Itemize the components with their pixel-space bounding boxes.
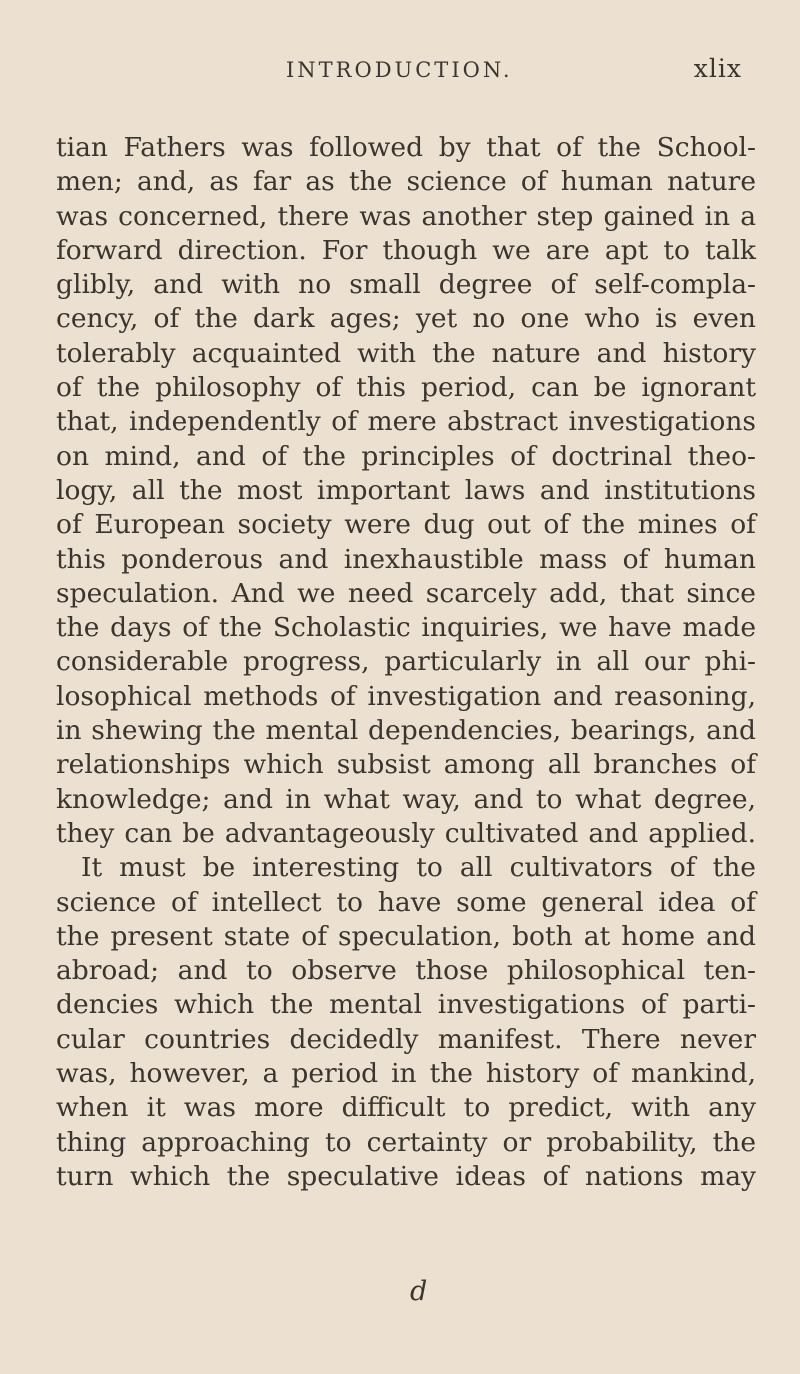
text-line: in shewing the mental dependencies, bearings, and xyxy=(56,715,756,747)
text-line: cular countries decidedly manifest. There never xyxy=(56,1023,756,1055)
text-line: was concerned, there was another step gained in a xyxy=(56,200,756,232)
text-line: of European society were dug out of the mines of xyxy=(56,509,756,541)
text-line: science of intellect to have some general idea of xyxy=(56,886,756,918)
text-line: losophical methods of investigation and reasoning, xyxy=(56,680,756,712)
running-title: INTRODUCTION. xyxy=(286,58,513,82)
page-number: xlix xyxy=(693,54,742,83)
text-line: tian Fathers was followed by that of the School- xyxy=(56,132,756,163)
signature-mark: d xyxy=(410,1276,428,1307)
text-line: relationships which subsist among all branches of xyxy=(56,749,756,781)
text-line: glibly, and with no small degree of self-compla- xyxy=(56,269,756,301)
text-line: of the philosophy of this period, can be ignorant xyxy=(56,372,756,404)
text-line: cency, of the dark ages; yet no one who is even xyxy=(56,303,756,335)
text-line: was, however, a period in the history of mankind, xyxy=(56,1058,756,1090)
text-line: turn which the speculative ideas of nations may xyxy=(56,1160,756,1192)
text-line: the present state of speculation, both at home and xyxy=(56,920,756,952)
text-line: speculation. And we need scarcely add, that since xyxy=(56,577,756,609)
text-line: logy, all the most important laws and institutions xyxy=(56,474,756,506)
body-text xyxy=(56,131,756,1194)
page-header xyxy=(0,52,800,92)
text-line: when it was more difficult to predict, with any xyxy=(56,1092,756,1124)
text-line: the days of the Scholastic inquiries, we have made xyxy=(56,612,756,644)
text-line: tolerably acquainted with the nature and history xyxy=(56,337,756,369)
text-line: abroad; and to observe those philosophical ten- xyxy=(56,955,756,987)
text-line: thing approaching to certainty or probability, the xyxy=(56,1126,756,1158)
text-line: considerable progress, particularly in all our phi- xyxy=(56,646,756,678)
text-line-paragraph-start: It must be interesting to all cultivators of the xyxy=(81,852,756,884)
text-line: this ponderous and inexhaustible mass of human xyxy=(56,543,756,575)
text-line: knowledge; and in what way, and to what degree, xyxy=(56,783,756,815)
text-line: they can be advantageously cultivated and applied. xyxy=(56,817,756,849)
text-line: that, independently of mere abstract investigations xyxy=(56,406,756,438)
text-line: men; and, as far as the science of human nature xyxy=(56,166,756,198)
text-line: on mind, and of the principles of doctrinal theo- xyxy=(56,440,756,472)
text-line: forward direction. For though we are apt to talk xyxy=(56,234,756,266)
text-line: dencies which the mental investigations of parti- xyxy=(56,989,756,1021)
